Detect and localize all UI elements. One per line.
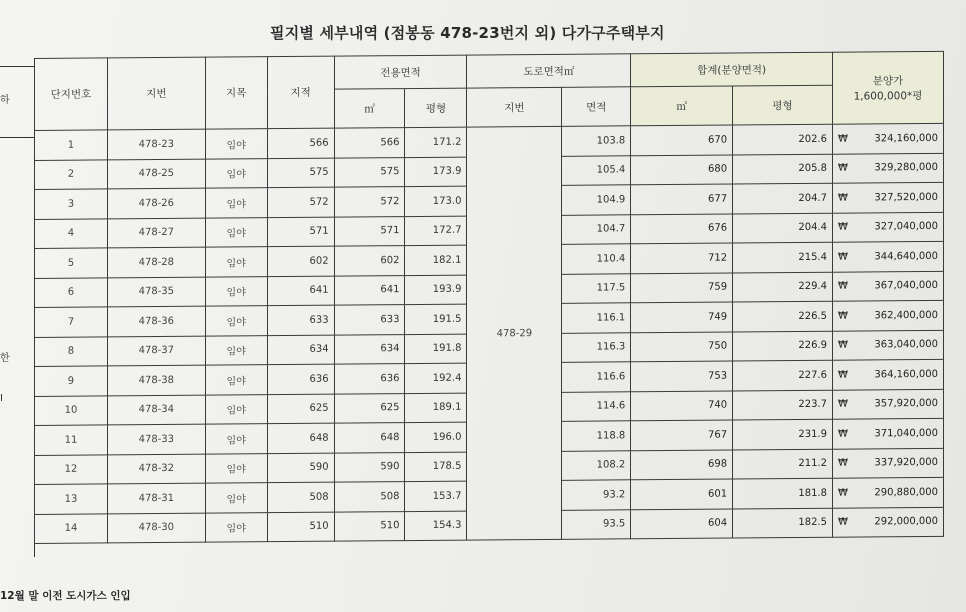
cell-road-size: 118.8 [562, 421, 631, 451]
currency-symbol: ₩ [837, 192, 848, 204]
price-value: 371,040,000 [874, 427, 938, 440]
cell-lot: 478-28 [107, 247, 205, 277]
cell-road-size: 116.3 [562, 332, 631, 362]
currency-symbol: ₩ [837, 457, 848, 469]
cell-land-area: 572 [267, 187, 334, 217]
cell-total-pyeong: 229.4 [733, 272, 833, 302]
header-exclusive-area: 전용면적 [334, 55, 467, 89]
cell-lot: 478-34 [107, 395, 205, 425]
cell-land-type: 임야 [205, 512, 267, 542]
cell-price [832, 359, 943, 389]
fragment-divider [0, 137, 34, 138]
cell-exclusive-pyeong: 196.0 [405, 422, 467, 452]
cell-price [832, 300, 943, 330]
cell-total-m2: 670 [631, 125, 733, 155]
cell-land-type: 임야 [205, 158, 267, 188]
cell-land-type: 임야 [205, 365, 267, 395]
cell-total-m2: 749 [631, 302, 733, 332]
cell-complex-no: 4 [35, 218, 108, 248]
cell-land-type: 임야 [205, 483, 267, 513]
header-pyeong: 평형 [405, 88, 467, 127]
cell-lot: 478-25 [107, 159, 205, 189]
cell-complex-no: 14 [35, 513, 108, 543]
cell-land-area: 602 [267, 246, 334, 276]
cell-exclusive-pyeong: 171.2 [405, 127, 467, 157]
currency-symbol: ₩ [837, 339, 848, 351]
header-m2: ㎡ [334, 89, 405, 129]
cell-complex-no: 12 [35, 454, 108, 484]
cell-total-pyeong: 181.8 [733, 478, 833, 508]
cell-complex-no: 5 [35, 248, 108, 278]
fragment-text: 하 [0, 95, 10, 106]
cell-road-size: 104.7 [562, 214, 631, 244]
cell-price [832, 182, 943, 212]
lot-details-table [34, 51, 944, 544]
price-value: 327,520,000 [874, 191, 938, 204]
cell-price [832, 477, 943, 507]
price-value: 324,160,000 [874, 132, 938, 145]
cell-land-type: 임야 [205, 306, 267, 336]
cell-exclusive-m2: 633 [334, 305, 405, 335]
price-value: 290,880,000 [874, 486, 938, 499]
header-land-type: 지목 [205, 57, 267, 129]
currency-symbol: ₩ [837, 310, 848, 322]
cell-land-area: 590 [267, 453, 334, 483]
cell-exclusive-pyeong: 172.7 [405, 216, 467, 246]
cell-lot: 478-36 [107, 306, 205, 336]
cell-total-pyeong: 182.5 [733, 508, 833, 538]
fragment-text: I [0, 393, 3, 404]
footer-note: 12월 말 이전 도시가스 인입 [0, 590, 131, 602]
cell-complex-no: 10 [35, 395, 108, 425]
cell-exclusive-m2: 510 [334, 511, 405, 541]
cell-land-area: 633 [267, 305, 334, 335]
cell-total-m2: 767 [631, 420, 733, 450]
cell-price [832, 153, 943, 183]
cell-land-area: 648 [267, 423, 334, 453]
price-value: 364,160,000 [874, 368, 938, 381]
cell-land-type: 임야 [205, 453, 267, 483]
header-price-unit: 1,600,000*평 [853, 89, 923, 103]
price-value: 362,400,000 [874, 309, 938, 322]
cell-total-m2: 740 [631, 391, 733, 421]
cell-price [832, 123, 943, 153]
left-cut-table-fragment [0, 66, 35, 557]
cell-exclusive-m2: 571 [334, 216, 405, 246]
cell-price [832, 330, 943, 360]
cell-exclusive-pyeong: 182.1 [405, 245, 467, 275]
cell-land-area: 625 [267, 394, 334, 424]
cell-total-m2: 680 [631, 155, 733, 185]
cell-complex-no: 9 [35, 366, 108, 396]
fragment-text: 한 [0, 353, 10, 364]
price-value: 344,640,000 [874, 250, 938, 263]
cell-road-lot: 478-29 [467, 126, 562, 540]
cell-exclusive-pyeong: 191.5 [405, 304, 467, 334]
cell-exclusive-pyeong: 173.9 [405, 157, 467, 187]
cell-road-size: 93.2 [562, 480, 631, 510]
cell-complex-no: 11 [35, 425, 108, 455]
cell-land-area: 571 [267, 217, 334, 247]
cell-exclusive-m2: 575 [334, 157, 405, 187]
cell-exclusive-pyeong: 191.8 [405, 334, 467, 364]
cell-price [832, 271, 943, 301]
cell-lot: 478-37 [107, 336, 205, 366]
cell-exclusive-m2: 508 [334, 482, 405, 512]
cell-total-pyeong: 202.6 [733, 124, 833, 154]
header-price [832, 51, 943, 124]
cell-exclusive-m2: 572 [334, 187, 405, 217]
cell-exclusive-m2: 634 [334, 334, 405, 364]
cell-exclusive-pyeong: 154.3 [405, 511, 467, 541]
price-value: 337,920,000 [874, 457, 938, 469]
cell-total-pyeong: 211.2 [733, 449, 833, 479]
cell-total-m2: 712 [631, 243, 733, 273]
cell-exclusive-pyeong: 193.9 [405, 275, 467, 305]
cell-exclusive-m2: 566 [334, 128, 405, 158]
cell-exclusive-m2: 602 [334, 246, 405, 276]
cell-exclusive-pyeong: 178.5 [405, 452, 467, 482]
cell-complex-no: 6 [35, 277, 108, 307]
cell-road-size: 114.6 [562, 391, 631, 421]
cell-exclusive-m2: 625 [334, 393, 405, 423]
cell-complex-no: 2 [35, 159, 108, 189]
cell-land-area: 566 [267, 128, 334, 158]
currency-symbol: ₩ [837, 162, 848, 174]
cell-land-type: 임야 [205, 188, 267, 218]
price-value: 327,040,000 [874, 221, 938, 233]
cell-complex-no: 7 [35, 307, 108, 337]
cell-road-size: 103.8 [562, 126, 631, 156]
price-value: 329,280,000 [874, 162, 938, 174]
header-total-pyeong: 평형 [733, 85, 833, 125]
cell-total-pyeong: 215.4 [733, 242, 833, 272]
cell-road-size: 104.9 [562, 185, 631, 215]
currency-symbol: ₩ [837, 280, 848, 292]
cell-exclusive-pyeong: 173.0 [405, 186, 467, 216]
cell-land-area: 641 [267, 276, 334, 306]
cell-total-m2: 759 [631, 273, 733, 303]
cell-road-size: 116.1 [562, 303, 631, 333]
price-value: 367,040,000 [874, 280, 938, 292]
cell-price [832, 241, 943, 271]
cell-exclusive-m2: 636 [334, 364, 405, 394]
cell-land-type: 임야 [205, 394, 267, 424]
cell-land-area: 634 [267, 335, 334, 365]
cell-total-m2: 750 [631, 332, 733, 362]
cell-total-pyeong: 227.6 [733, 360, 833, 390]
cell-land-type: 임야 [205, 217, 267, 247]
currency-symbol: ₩ [837, 516, 848, 528]
cell-total-pyeong: 226.5 [733, 301, 833, 331]
cell-lot: 478-31 [107, 483, 205, 513]
cell-lot: 478-30 [107, 513, 205, 543]
cell-land-type: 임야 [205, 129, 267, 159]
cell-total-pyeong: 204.7 [733, 183, 833, 213]
cell-lot: 478-33 [107, 424, 205, 454]
cell-exclusive-pyeong: 192.4 [405, 363, 467, 393]
cell-land-type: 임야 [205, 276, 267, 306]
cell-complex-no: 3 [35, 189, 108, 219]
cell-price [832, 212, 943, 242]
currency-symbol: ₩ [837, 251, 848, 263]
cell-total-pyeong: 223.7 [733, 390, 833, 420]
cell-total-pyeong: 231.9 [733, 419, 833, 449]
cell-complex-no: 8 [35, 336, 108, 366]
header-road-size: 면적 [562, 87, 631, 127]
cell-total-m2: 677 [631, 184, 733, 214]
cell-road-size: 105.4 [562, 155, 631, 185]
cell-total-pyeong: 226.9 [733, 331, 833, 361]
header-total-m2: ㎡ [631, 86, 733, 126]
cell-lot: 478-27 [107, 218, 205, 248]
currency-symbol: ₩ [837, 221, 848, 233]
cell-lot: 478-32 [107, 454, 205, 484]
table-body [35, 123, 944, 543]
currency-symbol: ₩ [837, 487, 848, 499]
header-land-area: 지적 [267, 56, 334, 129]
cell-lot: 478-35 [107, 277, 205, 307]
currency-symbol: ₩ [837, 133, 848, 145]
cell-land-area: 508 [267, 482, 334, 512]
header-road-area: 도로면적㎡ [467, 54, 631, 88]
cell-total-pyeong: 204.4 [733, 213, 833, 243]
cell-land-area: 575 [267, 158, 334, 188]
cell-exclusive-m2: 648 [334, 423, 405, 453]
cell-lot: 478-23 [107, 129, 205, 159]
cell-total-m2: 698 [631, 450, 733, 480]
cell-exclusive-m2: 641 [334, 275, 405, 305]
cell-total-m2: 676 [631, 214, 733, 244]
cell-road-size: 110.4 [562, 244, 631, 274]
header-complex-no: 단지번호 [35, 58, 108, 131]
cell-land-area: 510 [267, 512, 334, 542]
cell-road-size: 93.5 [562, 509, 631, 539]
cell-lot: 478-26 [107, 188, 205, 218]
cell-exclusive-pyeong: 153.7 [405, 481, 467, 511]
cell-land-type: 임야 [205, 335, 267, 365]
currency-symbol: ₩ [837, 369, 848, 381]
cell-price [832, 507, 943, 537]
cell-total-m2: 604 [631, 509, 733, 539]
cell-price [832, 389, 943, 419]
header-total-area: 합계(분양면적) [631, 52, 833, 87]
cell-complex-no: 1 [35, 130, 108, 160]
cell-total-m2: 753 [631, 361, 733, 391]
cell-land-type: 임야 [205, 424, 267, 454]
price-value: 363,040,000 [874, 339, 938, 351]
header-price-label: 분양가 [872, 74, 904, 87]
cell-land-type: 임야 [205, 247, 267, 277]
cell-price [832, 448, 943, 478]
cell-lot: 478-38 [107, 365, 205, 395]
document-title: 필지별 세부내역 (점봉동 478-23번지 외) 다가구주택부지 [270, 24, 665, 42]
cell-road-size: 116.6 [562, 362, 631, 392]
cell-exclusive-m2: 590 [334, 452, 405, 482]
cell-total-pyeong: 205.8 [733, 154, 833, 184]
header-road-lot: 지번 [467, 87, 562, 127]
price-value: 357,920,000 [874, 398, 938, 410]
cell-road-size: 108.2 [562, 450, 631, 480]
cell-road-size: 117.5 [562, 273, 631, 303]
cell-price [832, 418, 943, 448]
cell-exclusive-pyeong: 189.1 [405, 393, 467, 423]
cell-complex-no: 13 [35, 484, 108, 514]
price-value: 292,000,000 [874, 516, 938, 528]
cell-total-m2: 601 [631, 479, 733, 509]
cell-land-area: 636 [267, 364, 334, 394]
header-lot: 지번 [107, 57, 205, 130]
currency-symbol: ₩ [837, 398, 848, 410]
currency-symbol: ₩ [837, 428, 848, 440]
